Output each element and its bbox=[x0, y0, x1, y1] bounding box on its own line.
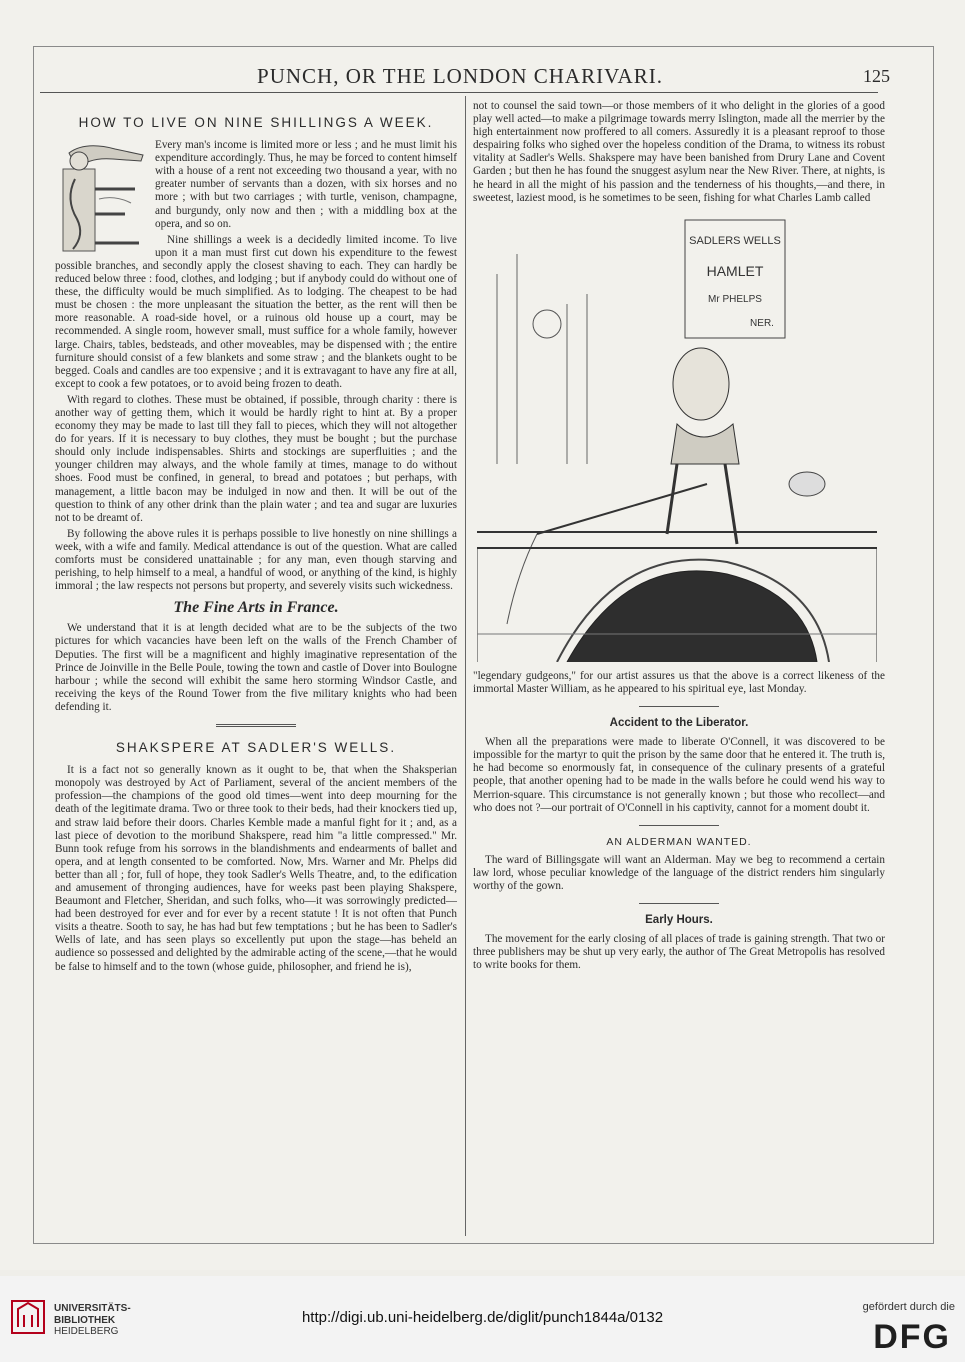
page-header bbox=[40, 64, 890, 92]
left-column bbox=[55, 110, 457, 977]
library-name-line-2: BIBLIOTHEK bbox=[54, 1314, 116, 1326]
article-title-early-hours: Early Hours. bbox=[645, 914, 713, 927]
page-number: 125 bbox=[863, 66, 890, 86]
permalink-url[interactable]: http://digi.ub.uni-heidelberg.de/diglit/punch1844a/0132 bbox=[301, 1309, 664, 1326]
article-title-shakspere: SHAKSPERE AT SADLER'S WELLS. bbox=[115, 740, 397, 756]
accident-paragraph: When all the preparations were made to liberate O'Connell, it was discovered to be impossible for the martyr to quit the prison by the same door that he entered it. The truth is, he had become so enormously fat, in consequence of the culinary presents of a grateful people, that another opening had to be made in the walls before he could wend his way to Merrion-square. This circumstance is not generally known ; but those who recollect—and who does not ?—our portrait of O'Connell in his captivity, cannot for a moment doubt it. bbox=[473, 736, 885, 814]
header-rule bbox=[40, 92, 878, 93]
section-separator bbox=[639, 903, 719, 904]
article-title-fine-arts: The Fine Arts in France. bbox=[173, 599, 339, 617]
article1-paragraph-1: Every man's income is limited more or less ; and he must limit his expenditure accordingly. Thus, he may be forced to content himself with a house of a rent not exceeding two thousand a year, with no greater number of servants than a dozen, with six horses and no more ; with but two carriages ; with turtle, venison, champagne, and burgundy, only now and then ; with a middling box at the opera, and so on. bbox=[155, 139, 457, 230]
funded-by-label: gefördert durch die bbox=[862, 1301, 955, 1313]
article2-paragraph-1: We understand that it is at length decided what are to be the subjects of the two pictures for which vacancies have been left on the walls of the French Chamber of Deputies. The first will be a magnificent and highly imaginative representation of the Prince de Joinville in the Belle Poule, towing the town and castle of Dover into Boulogne harbour ; while the second will exhibit the same hero storming Windsor Castle, and receiving the keys of the Round Tower from the five military knights who had been defending it. bbox=[55, 622, 457, 713]
digitization-footer bbox=[0, 1276, 965, 1362]
shakspere-continued-paragraph: not to counsel the said town—or those members of it who delight in the glories of a good play well acted—to make a pilgrimage towards merry Islington, made all the merrier by the high entertainment now proffered to all comers. Assuredly it is a pleasant reproof to those despairing folks who sighed over the hopeless condition of the Drama, to witness its robust vitality at Sadler's Wells. Shakspere may have been banished from Drury Lane and Covent Garden ; but then he has found the snuggest asylum near the New River. There, at nights, is he heard in all the might of his passion and the tenderness of his thoughts,—and there, in sweetest, laziest mood, is he sometimes to be seen, fishing for what Charles Lamb called bbox=[473, 100, 885, 204]
section-separator bbox=[639, 706, 719, 707]
playbill-line-4: NER. bbox=[750, 317, 774, 329]
running-title: PUNCH, OR THE LONDON CHARIVARI. bbox=[257, 64, 663, 88]
decorated-initial-e-illustration bbox=[55, 139, 147, 257]
shakespeare-fishing-illustration bbox=[477, 214, 877, 662]
article-title-accident: Accident to the Liberator. bbox=[609, 717, 749, 730]
illustration-caption: "legendary gudgeons," for our artist assures us that the above is a correct likeness of the immortal Master William, as he appeared to his spiritual eye, last Monday. bbox=[473, 669, 885, 695]
right-column bbox=[473, 100, 885, 975]
article3-paragraph-1: It is a fact not so generally known as it ought to be, that when the Shaksperian monopoly was destroyed by Act of Parliament, several of the ancient members of the profession—the champions of the good old times—went into deep mourning for the death of the legitimate drama. Two or three took to their beds, had their knockers tied up, and straw laid before their doors. Charles Kemble made a manful fight for it ; and, as a last piece of devotion to the moribund Shakspere, read him "a little compressed." Mr. Bunn took refuge from his sorrows in the blandishments and endearments of ballet and opera, and at length consented to be comforted. Now, Mrs. Warner and Mr. Phelps did better than all ; for, full of hope, they took Sadler's Wells Theatre, and, to the edification and amusement of thronging audiences, have for weeks past been playing Shakspere, Beaumont and Fletcher, Sheridan, and such folks, who—it was sorrowingly predicted—had been destroyed for ever and for ever by a recent statute ! It is not often that Punch visits a theatre. Sooth to say, he has had but few temptations ; but he has been to Sadler's Wells of late, and has seen plays so excellently put upon the stage—has beheld an audience so possessed and delighted by the admirable acting of the scene,—that he would be false to himself and to the town (whose guide, philosopher, and friend he is), bbox=[55, 764, 458, 973]
playbill-line-1: SADLERS WELLS bbox=[689, 234, 781, 247]
early-hours-paragraph: The movement for the early closing of all places of trade is gaining strength. That two or three publishers may be shut up very early, the author of The Great Metropolis has resolved to write books for them. bbox=[473, 933, 885, 972]
library-name-line-3: HEIDELBERG bbox=[54, 1326, 119, 1337]
article-title-nine-shillings: HOW TO LIVE ON NINE SHILLINGS A WEEK. bbox=[78, 115, 434, 130]
dfg-logo: DFG bbox=[873, 1318, 951, 1356]
article1-paragraph-4: By following the above rules it is perhaps possible to live honestly on nine shillings a week, with a wife and family. Medical attendance is out of the question. What are called comforts must be considered unattainable ; for any man, even though starving and perishing, to help himself to a meal, a handful of wood, or anything of the kind, is highly immoral ; the law respects not persons but property, and severely visits such wickedness. bbox=[55, 527, 457, 593]
library-name-line-1: UNIVERSITÄTS- bbox=[54, 1303, 131, 1314]
article1-paragraph-3: With regard to clothes. These must be obtained, if possible, through charity : there is another way of getting them, which it would be hardly right to hint at. By a proper economy they may be made to last till they fall to pieces, which they will not altogether do for years. If it is necessary to buy clothes, they must be bought ; but the purchase should only include indispensables. Shirts and stockings are superfluities ; and the younger children may always, and the whole family at times, manage to do without shoes. Food must be confined, in general, to bread and potatoes ; but perhaps, with management, a little bacon may be indulged in now and then. It will be out of the question to think of any other drink than the plain water ; and tea and sugar are luxuries not to be dreamt of. bbox=[55, 393, 457, 524]
section-separator bbox=[639, 825, 719, 826]
article-title-alderman: AN ALDERMAN WANTED. bbox=[606, 835, 752, 848]
column-divider bbox=[465, 96, 466, 1236]
alderman-paragraph: The ward of Billingsgate will want an Alderman. May we beg to recommend a certain law lord, whose peculiar knowledge of the language of the district renders him singularly worthy of the gown. bbox=[473, 853, 885, 892]
article1-paragraph-2: Nine shillings a week is a decidedly limited income. To live upon it a man must first cut down his expenditure to the fewest possible branches, and secondly apply the closest shaving to each. They can hardly be reduced below three : food, clothes, and lodging ; but if anybody could do without one of these, the difficulty would be much simplified. As to lodging. The cheapest to be had must be chosen : the more unpleasant the situation the better, as the rent will then be more reasonable. A road-side hovel, or a ruinous old house up a court, may be recommended. A single room, however small, must suffice for a whole family, however large. Chairs, tables, bedsteads, and other moveables, may be dispensed with ; the entire furniture should consist of a few blankets and some straw ; and the blankets ought to be begged. Coals and candles are too expensive ; and it is extravagant to have any fire at all, except to cook a few potatoes, or to avoid being frozen to death. bbox=[55, 233, 457, 390]
playbill-line-3: Mr PHELPS bbox=[708, 293, 762, 305]
section-separator bbox=[216, 724, 296, 727]
playbill-line-2: HAMLET bbox=[706, 262, 764, 279]
